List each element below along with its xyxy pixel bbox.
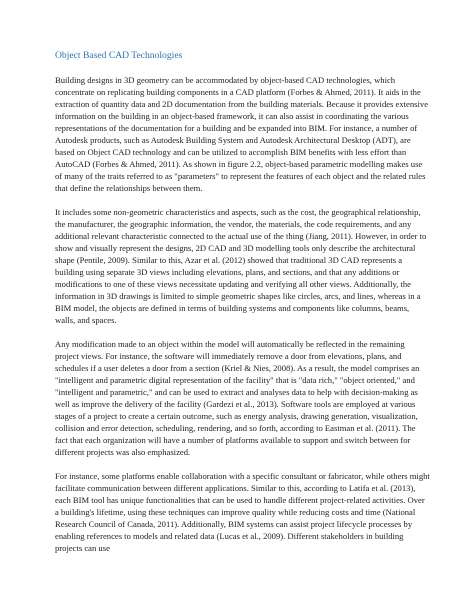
paragraph-1: Building designs in 3D geometry can be accommodated by object-based CAD technologies, which concentrate on replicating building components in a CAD platform (Forbes & Ahmed, 2011). It aids in the extraction of quantity data and 2D documentation from the building materials. Because it provides extensive information on the building in an object-based framework, it can also assist in coordinating the various representations of the documentation for a building and be expanded into BIM. For instance, a number of Autodesk products, such as Autodesk Building System and Autodesk Architectural Desktop (ADT), are based on Object CAD technology and can be utilized to accomplish BIM benefits with less effort than AutoCAD (Forbes & Ahmed, 2011). As shown in figure 2.2, object-based parametric modelling makes use of many of the traits referred to as "parameters" to represent the features of each object and the related rules that define the relationships between them. bbox=[55, 75, 429, 193]
paragraph-2: It includes some non-geometric characteristics and aspects, such as the cost, the geographical relationship, the manufacturer, the geographic information, the vendor, the materials, the code requirements, and any additional relevant characteristic connected to the actual use of the thing (Jiang, 2011). However, in order to show and visually represent the designs, 2D CAD and 3D modelling tools only describe the architectural shape (Pentile, 2009). Similar to this, Azar et al. (2012) showed that traditional 3D CAD represents a building using separate 3D views including elevations, plans, and sections, and that any additions or modifications to one of these views necessitate updating and verifying all other views. Additionally, the information in 3D drawings is limited to simple geometric shapes like circles, arcs, and lines, whereas in a BIM model, the objects are defined in terms of building systems and components like columns, beams, walls, and spaces. bbox=[55, 207, 427, 325]
paragraph-3: Any modification made to an object within the model will automatically be reflected in the remaining project views. For instance, the software will immediately remove a door from elevations, plans, and schedules if a user deletes a door from a section (Kriel & Nies, 2008). As a result, the model comprises an "intelligent and parametric digital representation of the facility" that is "data rich," "object oriented," and "intelligent and parametric," and can be used to extract and analyses data to help with decision-making as well as improve the delivery of the facility (Gardezi et al., 2013). Software tools are employed at various stages of a project to create a certain outcome, such as energy analysis, drawing generation, visualization, collision and error detection, scheduling, rendering, and so forth, according to Eastman et al. (2011). The fact that each organization will have a number of platforms available to support and switch between for different projects was also emphasized. bbox=[55, 339, 420, 457]
paragraph-4: For instance, some platforms enable collaboration with a specific consultant or fabricator, while others might facilitate communication between different applications. Similar to this, according to Latifa et al. (2013), each BIM tool has unique functionalities that can be used to handle different project-related activities. Over a building's lifetime, using these techniques can improve quality while reducing costs and time (National Research Council of Canada, 2011). Additionally, BIM systems can assist project lifecycle processes by enabling references to models and related data (Lucas et al., 2009). Different stakeholders in building projects can use bbox=[55, 471, 430, 553]
section-heading: Object Based CAD Technologies bbox=[55, 50, 183, 61]
document-body bbox=[55, 50, 430, 566]
